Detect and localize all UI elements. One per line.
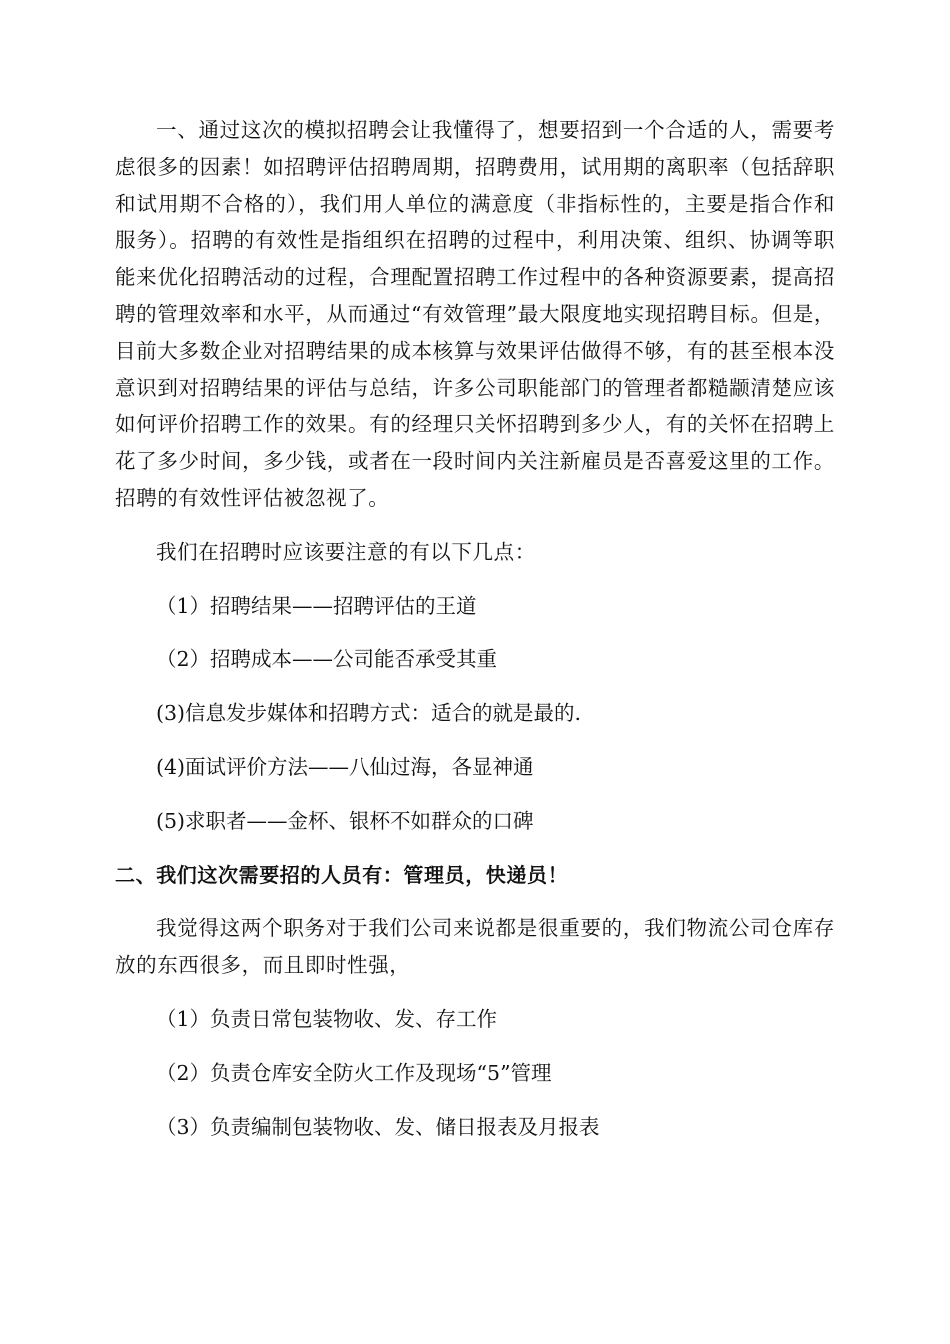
section-1-paragraph: 一、通过这次的模拟招聘会让我懂得了，想要招到一个合适的人，需要考虑很多的因素！如招聘评估招聘周期，招聘费用，试用期的离职率（包括辞职和试用期不合格的），我们用人单位的满意度（非指标性的，主要是指合作和服务）。招聘的有效性是指组织在招聘的过程中，利用决策、组织、协调等职能来优化招聘活动的过程，合理配置招聘工作过程中的各种资源要素，提高招聘的管理效率和水平，从而通过“有效管理”最大限度地实现招聘目标。但是，目前大多数企业对招聘结果的成本核算与效果评估做得不够，有的甚至根本没意识到对招聘结果的评估与总结，许多公司职能部门的管理者都糙颛清楚应该如何评价招聘工作的效果。有的经理只关怀招聘到多少人，有的关怀在招聘上花了多少时间，多少钱，或者在一段时间内关注新雇员是否喜爱这里的工作。招聘的有效性评估被忽视了。 xyxy=(115,118,835,510)
duty-item-2: （2）负责仓库安全防火工作及现场“5”管理 xyxy=(156,1060,552,1085)
duty-item-3: （3）负责编制包装物收、发、储日报表及月报表 xyxy=(156,1114,600,1139)
point-item-5: (5)求职者——金杯、银杯不如群众的口碑 xyxy=(156,808,534,833)
points-intro: 我们在招聘时应该要注意的有以下几点： xyxy=(156,539,536,564)
point-item-4: (4)面试评价方法——八仙过海，各显神通 xyxy=(156,754,534,779)
point-item-1: （1）招聘结果——招聘评估的王道 xyxy=(156,593,477,618)
document-body xyxy=(115,112,835,1145)
point-item-3: (3)信息发步媒体和招聘方式：适合的就是最的. xyxy=(156,701,582,726)
section-2-paragraph: 我觉得这两个职务对于我们公司来说都是很重要的，我们物流公司仓库存放的东西很多，而且即时性强， xyxy=(115,916,835,978)
section-2-heading: 二、我们这次需要招的人员有：管理员，快递员！ xyxy=(115,862,569,887)
duty-item-1: （1）负责日常包装物收、发、存工作 xyxy=(156,1006,498,1031)
point-item-2: （2）招聘成本——公司能否承受其重 xyxy=(156,647,498,672)
